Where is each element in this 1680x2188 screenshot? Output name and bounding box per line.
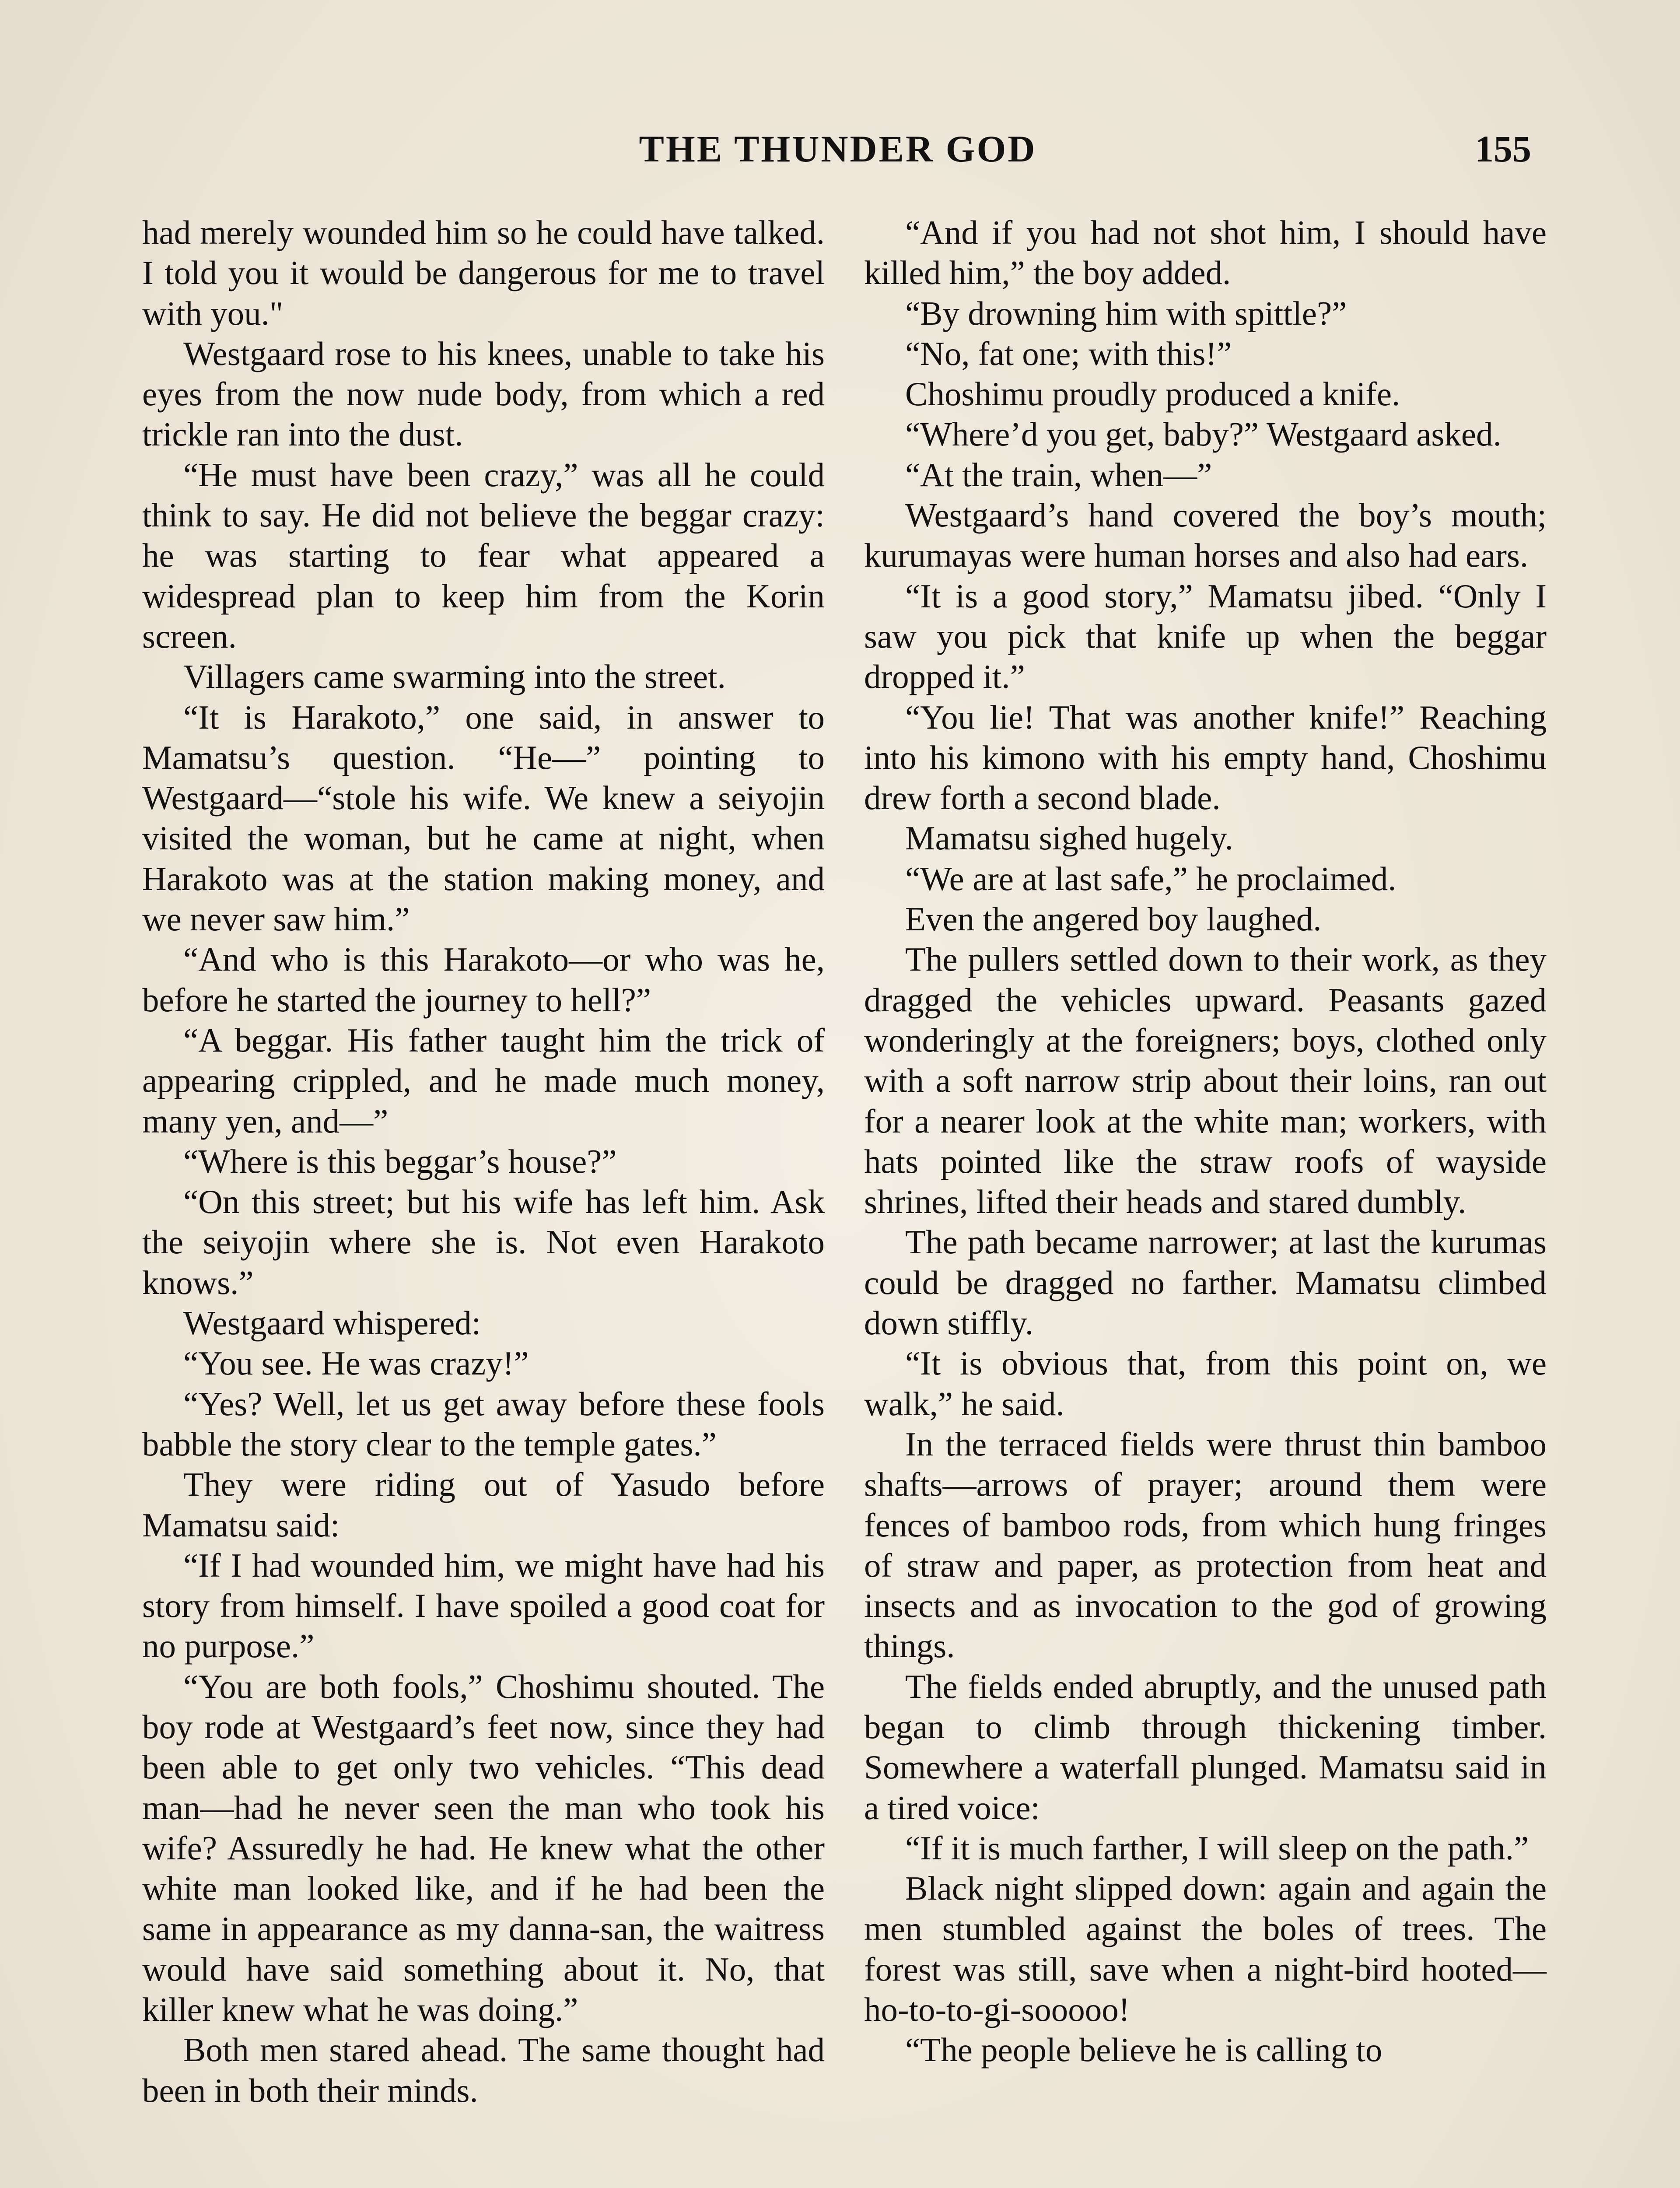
paragraph: Black night slipped down: again and again the men stumbled against the boles of trees. The forest was still, save when a night-bird hooted—ho-to-to-gi-sooooo!: [864, 1869, 1547, 2029]
paragraph: “At the train, when—”: [905, 456, 1212, 494]
paragraph: “It is Harakoto,” one said, in answer to Mamatsu’s question. “He—” pointing to Westgaard—“stole his wife. We knew a seiyojin visited the woman, but he came at night, when Harakoto was at the station making money, and we never saw him.”: [142, 698, 825, 938]
paragraph: Even the angered boy laughed.: [905, 900, 1322, 938]
paragraph: The path became narrower; at last the kurumas could be dragged no farther. Mamatsu climbed down stiffly.: [864, 1223, 1547, 1342]
paragraph: “It is a good story,” Mamatsu jibed. “Only I saw you pick that knife up when the beggar dropped it.”: [864, 577, 1547, 696]
paragraph: Westgaard whispered:: [183, 1304, 481, 1342]
paragraph: Villagers came swarming into the street.: [183, 658, 726, 696]
paragraph: Westgaard rose to his knees, unable to take his eyes from the now nude body, from which a red trickle ran into the dust.: [142, 334, 825, 453]
page-number: 155: [1475, 128, 1531, 170]
paragraph: “If I had wounded him, we might have had his story from himself. I have spoiled a good coat for no purpose.”: [142, 1546, 825, 1665]
paragraph: Westgaard’s hand covered the boy’s mouth; kurumayas were human horses and also had ears.: [864, 496, 1547, 575]
paragraph: “You see. He was crazy!”: [183, 1344, 529, 1382]
paragraph: The pullers settled down to their work, as they dragged the vehicles upward. Peasants gazed wonderingly at the foreigners; boys, clothed only with a soft narrow strip about their loins, ran out for a nearer look at the white man; workers, with hats pointed like the straw roofs of wayside shrines, lifted their heads and stared dumbly.: [864, 940, 1547, 1221]
paragraph: “No, fat one; with this!”: [905, 334, 1232, 372]
paragraph: “If it is much farther, I will sleep on the path.”: [905, 1829, 1529, 1867]
paragraph: “On this street; but his wife has left him. Ask the seiyojin where she is. Not even Harakoto knows.”: [142, 1183, 825, 1301]
running-title: THE THUNDER GOD: [639, 128, 1037, 170]
paragraph: In the terraced fields were thrust thin bamboo shafts—arrows of prayer; around them were fences of bamboo rods, from which hung fringes of straw and paper, as protection from heat and insects and as invocation to the god of growing things.: [864, 1425, 1547, 1665]
paragraph: Choshimu proudly produced a knife.: [905, 375, 1400, 413]
paragraph: “And if you had not shot him, I should have killed him,” the boy added.: [864, 214, 1547, 292]
paragraph: “We are at last safe,” he proclaimed.: [905, 859, 1396, 898]
paragraph: “By drowning him with spittle?”: [905, 294, 1347, 332]
paragraph: “A beggar. His father taught him the trick of appearing crippled, and he made much money, many yen, and—”: [142, 1021, 825, 1140]
paragraph: “You are both fools,” Choshimu shouted. The boy rode at Westgaard’s feet now, since they had been able to get only two vehicles. “This dead man—had he never seen the man who took his wife? Assuredly he had. He knew what the other white man looked like, and if he had been the same in appearance as my danna-san, the waitress would have said something about it. No, that killer knew what he was doing.”: [142, 1667, 825, 2029]
paragraph: “And who is this Harakoto—or who was he, before he started the journey to hell?”: [142, 940, 825, 1019]
paragraph: “Yes? Well, let us get away before these fools babble the story clear to the temple gates.”: [142, 1385, 825, 1463]
page-header: [144, 127, 1531, 175]
paragraph: Both men stared ahead. The same thought had been in both their minds.: [142, 2031, 825, 2109]
paragraph: “It is obvious that, from this point on, we walk,” he said.: [864, 1344, 1547, 1423]
paragraph: Mamatsu sighed hugely.: [905, 819, 1233, 857]
paragraph: “The people believe he is calling to: [905, 2031, 1382, 2069]
paragraph: They were riding out of Yasudo before Mamatsu said:: [142, 1466, 825, 1544]
paragraph: “Where’d you get, baby?” Westgaard asked.: [905, 415, 1502, 453]
right-column: [864, 212, 1547, 2070]
paragraph: “Where is this beggar’s house?”: [183, 1142, 617, 1180]
paragraph: The fields ended abruptly, and the unused path began to climb through thickening timber. Somewhere a waterfall plunged. Mamatsu said in a tired voice:: [864, 1667, 1547, 1827]
left-column: [142, 212, 825, 2111]
paragraph: “You lie! That was another knife!” Reaching into his kimono with his empty hand, Choshimu drew forth a second blade.: [864, 698, 1547, 817]
paragraph: had merely wounded him so he could have talked. I told you it would be dangerous for me to travel with you.": [142, 214, 825, 332]
paragraph: “He must have been crazy,” was all he could think to say. He did not believe the beggar crazy: he was starting to fear what appeared a widespread plan to keep him from the Korin screen.: [142, 456, 825, 655]
